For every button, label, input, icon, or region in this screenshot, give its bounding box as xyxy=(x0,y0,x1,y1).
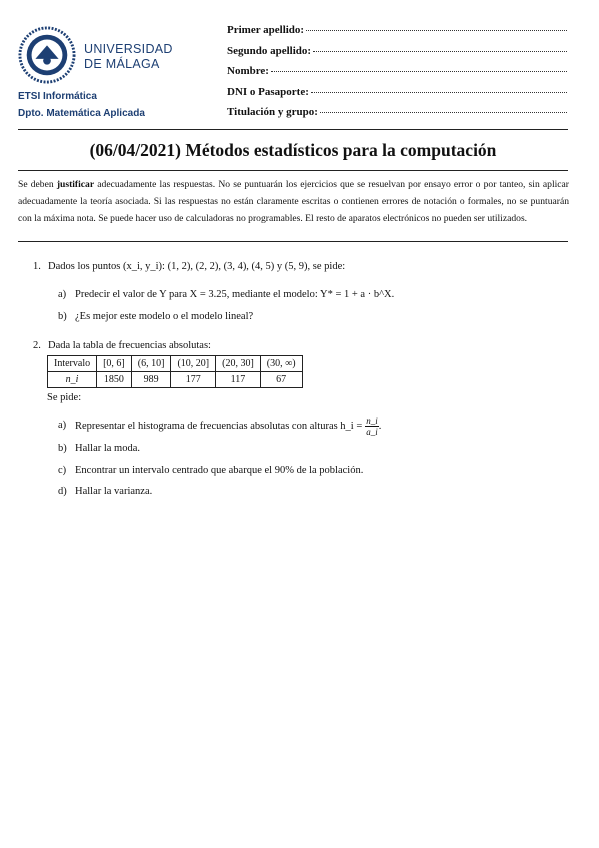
q2d-text: Hallar la varianza. xyxy=(75,486,153,497)
q2b-text: Hallar la moda. xyxy=(75,443,141,454)
q2d-label: d) xyxy=(58,486,67,497)
table-cell: 177 xyxy=(171,372,216,388)
table-cell: [0, 6] xyxy=(97,356,132,372)
instructions: Se deben justificar adecuadamente las respuestas. No se puntuarán los ejercicios que se resuelvan por ensayo error o por tanteo, sin aplicar adecuadamente la teoría asociada. Si las respuestas no están claramente escritas o contienen errores de notación o formales, no se puntuarán con la máxima nota. Se puede hacer uso de calculadoras no programables. El resto de aparatos electrónicos no pueden ser utilizados. xyxy=(18,179,569,224)
field-primer-apellido[interactable]: Primer apellido: xyxy=(227,24,567,45)
field-segundo-apellido[interactable]: Segundo apellido: xyxy=(227,45,567,66)
table-cell: (30, ∞) xyxy=(260,356,302,372)
se-pide: Se pide: xyxy=(47,392,82,403)
q1a-text: Predecir el valor de Y para X = 3.25, mediante el modelo: Y* = 1 + a · b^X. xyxy=(75,289,395,300)
q1a-label: a) xyxy=(58,289,67,300)
q2a-text: Representar el histograma de frecuencias absolutas con alturas h_i = $\frac{n\_i}{a\_i}$ . xyxy=(75,415,382,437)
q1-stem: Dados los puntos (x_i, y_i): (1, 2), (2, 2), (3, 4), (4, 5) y (5, 9), se pide: xyxy=(48,261,346,272)
header-divider xyxy=(18,129,568,130)
department-name: Dpto. Matemática Aplicada xyxy=(18,108,145,119)
table-cell: (10, 20] xyxy=(171,356,216,372)
title-divider xyxy=(18,170,568,171)
q2c-label: c) xyxy=(58,465,67,476)
table-cell: (20, 30] xyxy=(216,356,261,372)
field-nombre[interactable]: Nombre: xyxy=(227,65,567,86)
q1b-label: b) xyxy=(58,311,67,322)
instructions-divider xyxy=(18,241,568,242)
q1-number: 1. xyxy=(33,261,41,272)
table-header-row xyxy=(48,356,303,372)
exam-title: (06/04/2021) Métodos estadísticos para la computación xyxy=(89,140,497,160)
table-cell: 117 xyxy=(216,372,261,388)
university-name: UNIVERSIDAD DE MÁLAGA xyxy=(84,42,173,71)
q2a-label: a) xyxy=(58,420,67,431)
school-name: ETSI Informática xyxy=(18,91,97,102)
university-logo-seal xyxy=(18,26,76,84)
q2b-label: b) xyxy=(58,443,67,454)
frequency-table xyxy=(47,355,303,388)
table-cell: 67 xyxy=(260,372,302,388)
field-dni[interactable]: DNI o Pasaporte: xyxy=(227,86,567,107)
table-cell: (6, 10] xyxy=(131,356,171,372)
q2-number: 2. xyxy=(33,340,41,351)
q2c-text: Encontrar un intervalo centrado que abarque el 90% de la población. xyxy=(75,465,364,476)
table-cell: Intervalo xyxy=(48,356,97,372)
table-cell: 1850 xyxy=(97,372,132,388)
table-row xyxy=(48,372,303,388)
table-cell: n_i xyxy=(48,372,97,388)
table-cell: 989 xyxy=(131,372,171,388)
field-titulacion[interactable]: Titulación y grupo: xyxy=(227,106,567,127)
height-fraction: $\frac{n\_i}{a\_i}$ xyxy=(366,415,378,437)
q2-stem: Dada la tabla de frecuencias absolutas: xyxy=(48,340,211,351)
q1b-text: ¿Es mejor este modelo o el modelo lineal? xyxy=(75,311,254,322)
student-fields xyxy=(227,24,567,127)
